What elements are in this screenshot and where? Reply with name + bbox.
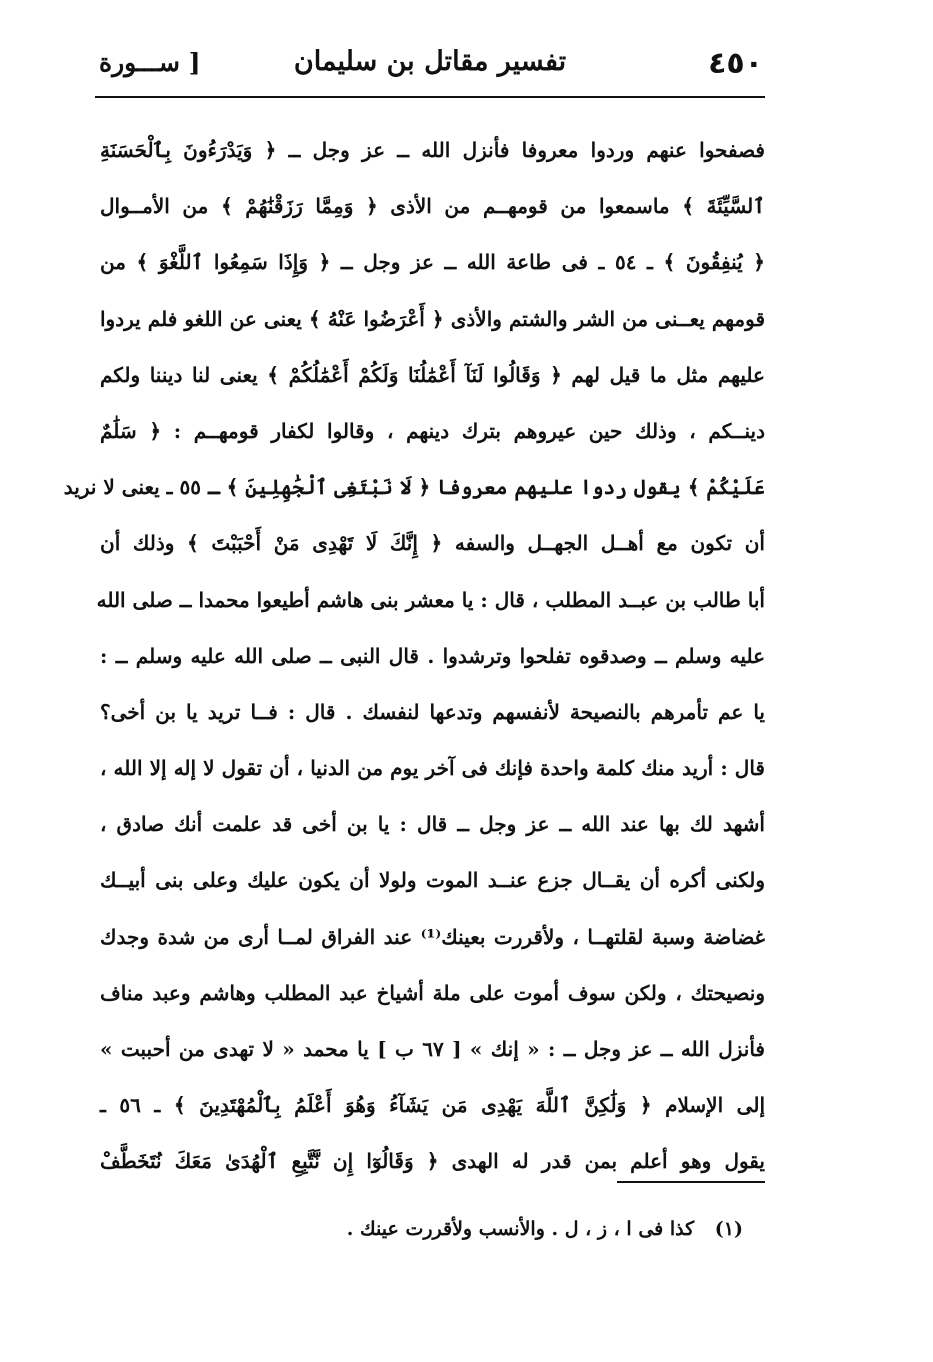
footnote-text: كذا فى ا ، ز ، ل . والأنسب ولأقررت عينك . [346, 1218, 695, 1240]
text-line: عَلَيْكُمْ ﴾ يقول ردوا عليهم معروفا ﴿ لَا نَبْتَغِى ٱلْجَٰهِلِينَ ﴾ ـ ٥٥ ـ يعنى لا نريد [63, 475, 765, 500]
text-line: أبا طالب بن عبــد المطلب ، قال : يا معشر بنى هاشم أطيعوا محمدا ــ صلى الله [96, 587, 765, 612]
footnote [223, 1207, 743, 1251]
text-line: قومهم يعــنى من الشر والشتم والأذى ﴿ أَعْرَضُوا عَنْهُ ﴾ يعنى عن اللغو فلم يردوا [100, 306, 765, 331]
footnote-marker: (١) [714, 1218, 743, 1240]
text-line: فأنزل الله ــ عز وجل ــ : « إنك » [ ٦٧ ب ] يا محمد « لا تهدى من أحببت » [100, 1037, 765, 1061]
page-number: ٤٥٠ [708, 46, 763, 81]
text-line: ونصيحتك ، ولكن سوف أموت على ملة أشياخ عبد المطلب وهاشم وعبد مناف [100, 980, 765, 1005]
text-line: ٱلسَّيِّئَةَ ﴾ ماسمعوا من قومهــم من الأذى ﴿ وَمِمَّا رَزَقْنَٰهُمْ ﴾ من الأمــوال [100, 194, 765, 219]
text-line: أشهد لك بها عند الله ــ عز وجل ــ قال : يا بن أخى قد علمت أنك صادق ، [100, 812, 765, 837]
text-line: قال : أريد منك كلمة واحدة فإنك فى آخر يوم من الدنيا ، أن تقول لا إله إلا الله ، [100, 756, 765, 781]
text-line: إلى الإسلام ﴿ وَلَٰكِنَّ ٱللَّهَ يَهْدِى مَن يَشَآءُ وَهُوَ أَعْلَمُ بِٱلْمُهْتَدِينَ ﴾ ـ ٥٦ ـ [100, 1093, 765, 1118]
running-title: تفسير مقاتل بن سليمان [293, 46, 567, 77]
text-line: ﴿ يُنفِقُونَ ﴾ ـ ٥٤ ـ فى طاعة الله ــ عز وجل ــ ﴿ وَإِذَا سَمِعُوا ٱللَّغْوَ ﴾ من [100, 250, 765, 275]
body-text [63, 122, 765, 1190]
text-line: يا عم تأمرهم بالنصيحة لأنفسهم وتدعها لنفسك . قال : فــا تريد يا بن أخى؟ [100, 699, 765, 724]
text-line: يقول وهو أعلم بمن قدر له الهدى ﴿ وَقَالُوٓا إِن نَّتَّبِعِ ٱلْهُدَىٰ مَعَكَ نُتَخَطَّفْ [100, 1149, 765, 1174]
text-line: عليهم مثل ما قيل لهم ﴿ وَقَالُوا لَنَآ أَعْمَٰلُنَا وَلَكُمْ أَعْمَٰلُكُمْ ﴾ يعنى لنا ديننا ولكم [100, 362, 765, 387]
surah-label: [ ســـورة [99, 48, 201, 77]
text-line: عليه وسلم ــ وصدقوه تفلحوا وترشدوا . قال النبى ــ صلى الله عليه وسلم ــ : [100, 643, 765, 668]
text-line: غضاضة وسبة لقلتهــا ، ولأقررت بعينك⁽¹⁾ عند الفراق لمــا أرى من شدة وجدك [100, 924, 765, 949]
footnote-divider [617, 1181, 765, 1183]
text-line: فصفحوا عنهم وردوا معروفا فأنزل الله ــ عز وجل ــ ﴿ وَيَدْرَءُونَ بِٱلْحَسَنَةِ [100, 138, 765, 162]
text-line: دينــكم ، وذلك حين عيروهم بترك دينهم ، وقالوا لكفار قومهــم : ﴿ سَلَٰمٌ [100, 418, 765, 443]
header-divider [95, 96, 765, 98]
text-line: ولكنى أكره أن يقــال جزع عنــد الموت ولولا أن يكون عليك وعلى بنى أبيــك [100, 868, 765, 893]
text-line: أن تكون مع أهــل الجهــل والسفه ﴿ إِنَّكَ لَا تَهْدِى مَنْ أَحْبَبْتَ ﴾ وذلك أن [100, 531, 765, 556]
page-header [95, 40, 765, 92]
